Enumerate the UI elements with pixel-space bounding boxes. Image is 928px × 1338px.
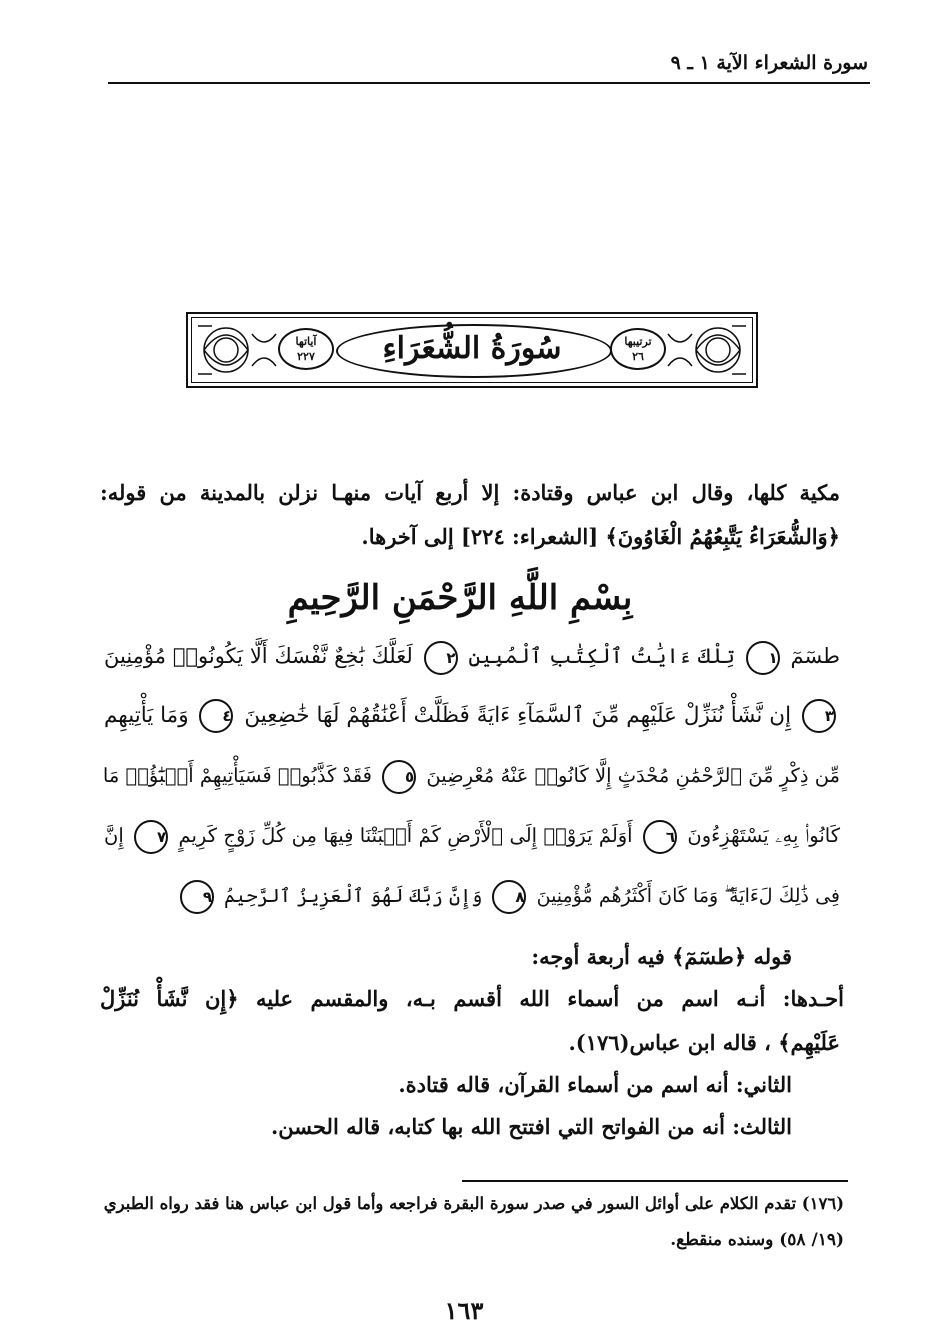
commentary-line-1: قوله ﴿طسٓمٓ﴾ فيه أربعة أوجه: <box>531 944 792 969</box>
verse-number-icon: ٣ <box>802 699 836 733</box>
order-value: ٢٦ <box>632 350 644 363</box>
commentary-line-2: أحـدها: أنـه اسم من أسماء الله أقسم بـه، والمقسم عليه ﴿إِن نَّشَأْ نُنَزِّلْ <box>100 986 844 1011</box>
verse-number-icon: ٢ <box>424 641 458 675</box>
verse-text: طسٓمٓ <box>790 644 840 668</box>
verse-line-2 <box>104 696 840 736</box>
verse-text: فِى ذَٰلِكَ لَءَايَةً ۖ وَمَا كَانَ أَكْثَرُهُم مُّؤْمِنِينَ <box>536 885 841 907</box>
intro-line-1: مكية كلها، وقال ابن عباس وقتادة: إلا أربع آيات منهـا نزلن بالمدينة من قوله: <box>100 480 840 505</box>
order-label: ترتيبها <box>624 335 652 348</box>
basmala: بِسْمِ اللَّهِ الرَّحْمَنِ الرَّحِيمِ <box>287 578 633 618</box>
running-header: سورة الشعراء الآية ١ ـ ٩ <box>670 52 868 74</box>
verse-number-icon: ٤ <box>199 699 233 733</box>
verse-number-icon: ٧ <box>134 820 168 854</box>
commentary-line-4: الثاني: أنه اسم من أسماء القرآن، قاله قتادة. <box>398 1072 792 1097</box>
verse-text: كَانُوا۟ بِهِۦ يَسْتَهْزِءُونَ <box>687 824 840 847</box>
footnote-line-2: (١٩/ ٥٨) وسنده منقطع. <box>670 1230 844 1250</box>
verse-line-1 <box>104 636 840 676</box>
verse-text: تِلْكَ ءَايَٰتُ ٱلْكِتَٰبِ ٱلْمُبِينِ <box>468 644 735 668</box>
verses-label: آياتها <box>295 335 317 348</box>
verses-value: ٢٢٧ <box>297 350 315 363</box>
footnote-line-1: (١٧٦) تقدم الكلام على أوائل السور في صدر سورة البقرة فراجعه وأما قول ابن عباس هنا فقد رواه الطبري <box>103 1194 844 1213</box>
intro-line-2: ﴿وَالشُّعَرَاءُ يَتَّبِعُهُمُ الْغَاوُونَ﴾ [الشعراء: ٢٢٤] إلى آخرها. <box>361 524 840 549</box>
verse-text: فَقَدْ كَذَّبُوا۟ فَسَيَأْتِيهِمْ أَنۢبَٰٓؤُا۟ مَا <box>102 764 372 787</box>
verse-line-4 <box>104 816 840 856</box>
verse-text: أَوَلَمْ يَرَوْا۟ إِلَى ٱلْأَرْضِ كَمْ أَنۢبَتْنَا فِيهَا مِن كُلِّ زَوْجٍ كَرِيمٍ <box>178 824 633 847</box>
page-number: ١٦٣ <box>444 1296 484 1325</box>
verse-line-3 <box>104 756 840 796</box>
header-rule <box>108 82 870 84</box>
commentary-line-5: الثالث: أنه من الفواتح التي افتتح الله بها كتابه، قاله الحسن. <box>270 1114 792 1139</box>
verse-text: وَإِنَّ رَبَّكَ لَهُوَ ٱلْعَزِيزُ ٱلرَّحِيمُ <box>224 885 483 907</box>
surah-banner <box>186 312 758 388</box>
verse-count-medallion <box>278 328 334 370</box>
commentary-line-3: عَلَيْهِم﴾ ، قاله ابن عباس(١٧٦). <box>568 1030 840 1055</box>
verse-number-icon: ١ <box>746 641 780 675</box>
verse-text: لَعَلَّكَ بَٰخِعٌ نَّفْسَكَ أَلَّا يَكُونُوا۟ مُؤْمِنِينَ <box>104 644 413 668</box>
verse-text: مِّن ذِكْرٍ مِّنَ ٱلرَّحْمَٰنِ مُحْدَثٍ إِلَّا كَانُوا۟ عَنْهُ مُعْرِضِينَ <box>426 764 840 787</box>
verse-number-icon: ٩ <box>180 880 214 914</box>
verse-number-icon: ٥ <box>382 760 416 794</box>
verse-text: إِنَّ <box>104 824 124 847</box>
surah-order-medallion <box>610 328 666 370</box>
verse-line-5 <box>176 876 840 916</box>
footnote-rule <box>462 1180 848 1182</box>
verse-text: إِن نَّشَأْ نُنَزِّلْ عَلَيْهِم مِّنَ ٱلسَّمَآءِ ءَايَةً فَظَلَّتْ أَعْنَٰقُهُمْ لَهَا خَٰضِعِينَ <box>244 703 792 728</box>
verse-number-icon: ٦ <box>643 820 677 854</box>
verse-text: وَمَا يَأْتِيهِم <box>104 703 189 728</box>
surah-title: سُورَةُ الشُّعَرَاءِ <box>382 331 562 366</box>
verse-number-icon: ٨ <box>492 880 526 914</box>
